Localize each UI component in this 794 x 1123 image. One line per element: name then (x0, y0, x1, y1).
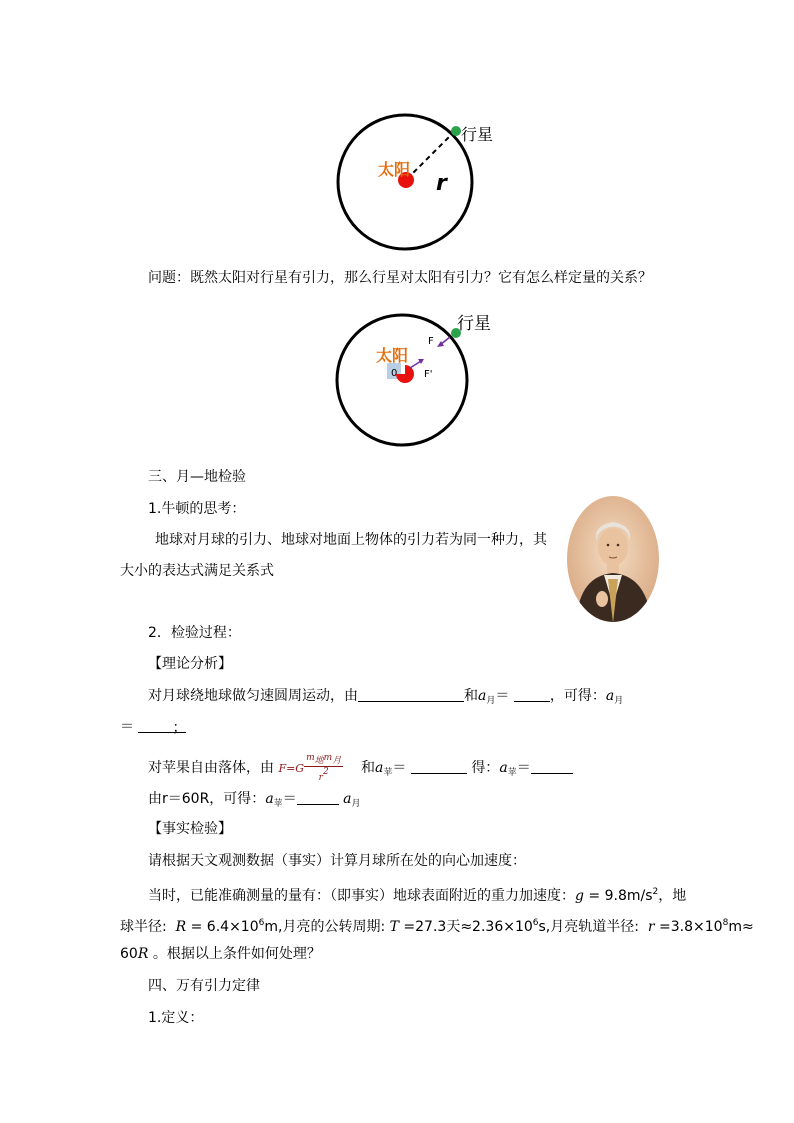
section4-heading: 四、万有引力定律 (148, 978, 260, 994)
sun-planet-diagram-1 (330, 100, 500, 260)
theory-line2: ＝ ； (120, 719, 187, 736)
r60-line: 由r＝60R，可得：$a_苹= a_月$ (148, 791, 361, 809)
newton-thinking-heading: 1.牛顿的思考： (148, 501, 246, 517)
check-process-heading: 2．检验过程： (148, 625, 241, 641)
fact-line2: 当时，已能准确测量的量有：（即事实）地球表面附近的重力加速度：$g = 9.8m/s^2$，地 (148, 887, 687, 904)
sun-label: 太阳 (376, 346, 409, 365)
newton-portrait (566, 495, 660, 623)
theory-line1: 对月球绕地球做匀速圆周运动，由 和$a_月=$ ，可得：$a_月$ (148, 688, 624, 706)
planet-label: 行星 (461, 125, 494, 144)
theory-heading: 【理论分析】 (148, 656, 232, 672)
marker-label: 0 (391, 368, 398, 379)
definition-heading: 1.定义： (148, 1010, 204, 1026)
question-text: 问题：既然太阳对行星有引力，那么行星对太阳有引力？它有怎么样定量的关系？ (148, 270, 652, 286)
sun-planet-diagram-2 (330, 305, 500, 455)
answer-blank[interactable] (297, 790, 339, 805)
gravity-formula: $\frac{\text{m地m月}}{r2}$ (306, 753, 342, 783)
force-reaction-arrow (410, 361, 421, 368)
radius-line (407, 132, 454, 179)
planet-label: 行星 (457, 314, 491, 334)
fact-heading: 【事实检验】 (148, 821, 232, 837)
force-reaction-label: F' (424, 369, 433, 380)
fact-line1: 请根据天文观测数据（事实）计算月球所在处的向心加速度： (148, 853, 526, 869)
newton-para-line2: 大小的表达式满足关系式 (120, 563, 274, 579)
answer-blank[interactable]: ； (138, 718, 186, 733)
apple-line: 对苹果自由落体，由 F=G $\frac{\text{m地m月}}{r2}$ 和$a_苹=$ 得：$a_苹=$ (148, 753, 573, 783)
newton-para-line1: 地球对月球的引力、地球对地面上物体的引力若为同一种力，其 (155, 532, 547, 548)
sun-label: 太阳 (378, 160, 411, 179)
fact-line4: 60R 。根据以上条件如何处理？ (120, 946, 321, 962)
answer-blank[interactable] (531, 759, 573, 774)
section3-heading: 三、月—地检验 (148, 469, 246, 485)
fact-line3: 球半径: $R = 6.4\times 10^6m$,月亮的公转周期: T =27.3天$\approx 2.36\times 10^6s$,月亮轨道半径: $r =3.8\times 10^8m\approx$ (120, 918, 754, 935)
answer-blank[interactable] (358, 687, 464, 702)
force-label: F (428, 336, 434, 347)
answer-blank[interactable] (514, 687, 550, 702)
planet-dot (451, 126, 461, 136)
answer-blank[interactable] (411, 759, 467, 774)
radius-label: r (436, 171, 447, 196)
